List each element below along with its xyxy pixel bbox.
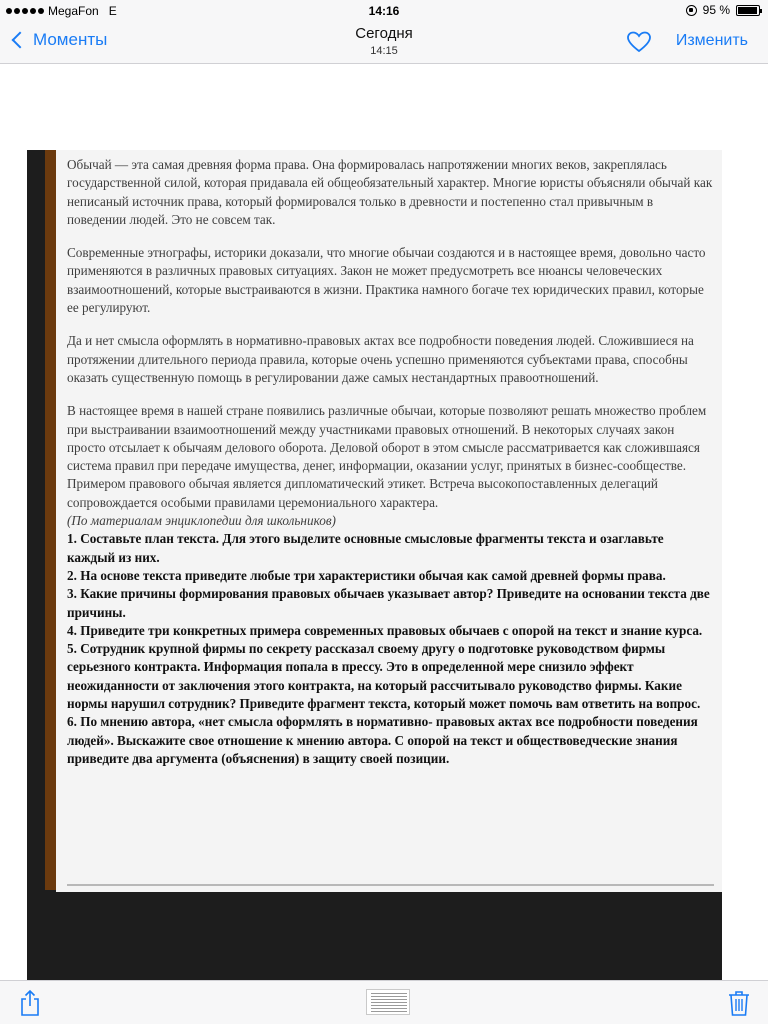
heart-icon: [626, 30, 652, 54]
document-paragraph: Да и нет смысла оформлять в нормативно-правовых актах все подробности поведения людей. Сложившиеся на протяжении длительного периода правила, которые очень успешно применяются субъектами права, способны оказать существенную помощь в регулировании даже самых нестандартных правоотношений.: [67, 333, 694, 385]
back-button-label: Моменты: [33, 30, 108, 49]
trash-icon: [728, 989, 750, 1017]
delete-button[interactable]: [728, 989, 750, 1017]
favorite-button[interactable]: [626, 30, 652, 54]
edit-button[interactable]: Изменить: [675, 32, 748, 49]
thumbnail-image: [371, 993, 407, 1013]
orientation-lock-icon: [686, 5, 697, 16]
status-right: [686, 3, 760, 17]
document-page: [56, 150, 722, 892]
document-question: 2. На основе текста приведите любые три характеристики обычая как самой древней формы права.: [67, 567, 666, 583]
carrier-name: MegaFon: [48, 4, 99, 18]
document-question: 3. Какие причины формирования правовых обычаев указывает автор? Приведите на основании текста две причины.: [67, 586, 710, 620]
navigation-bar: [0, 22, 768, 64]
document-paragraph: Современные этнографы, историки доказали, что многие обычаи создаются и в настоящее время, довольно часто применяются в различных правовых ситуациях. Закон не может предусмотреть все нюансы человеческих взаимоотношений, которые выстраиваются в жизни. Практика намного богаче тех юридических правил, которые ее регулируют.: [67, 245, 706, 316]
document-source: (По материалам энциклопедии для школьников): [67, 513, 336, 529]
document-paragraph: Обычай — эта самая древняя форма права. Она формировалась напротяжении многих веков, закреплялась государственной силой, которая придавала ей общеобязательный характер. Многие юристы объясняли обычай как неписаный источник права, который формировался только в древности и постепенно стал привычным в поведении людей. Это не совсем так.: [67, 157, 713, 227]
document-paragraph: В настоящее время в нашей стране появились различные обычаи, которые позволяют решать множество проблем при выстраивании взаимоотношений между участниками правовых отношений. В некоторых случаях закон просто отсылает к обычаям делового оборота. Деловой оборот в этом смысле рассматривается как сложившаяся система правил при передаче имущества, денег, информации, оказании услуг, принятых в бизнес-сообществе. Примером правового обычая является дипломатический этикет. Встреча высокопоставленных делегаций сопровождается особыми правилами церемониального характера.: [67, 403, 707, 510]
network-type: E: [108, 4, 117, 18]
document-question: 5. Сотрудник крупной фирмы по секрету рассказал своему другу о подготовке руководством фирмы серьезного контракта. Информация попала в прессу. Это в определенной мере снизило эффект неожиданности от заключения этого контракта, на который рассчитывало руководство фирмы. Какие нормы нарушил сотрудник? Приведите фрагмент текста, который может помочь вам ответить на вопрос.: [67, 641, 701, 712]
photo-thumbnail[interactable]: [366, 989, 410, 1015]
battery-percent: 95 %: [702, 3, 730, 17]
document-question: 1. Составьте план текста. Для этого выделите основные смысловые фрагменты текста и озаглавьте каждый из них.: [67, 531, 664, 565]
nav-title: Сегодня: [355, 25, 413, 42]
status-bar: [0, 0, 768, 22]
share-button[interactable]: [18, 989, 42, 1017]
battery-icon: [736, 5, 760, 16]
photo-viewer[interactable]: [27, 150, 722, 980]
document-question: 4. Приведите три конкретных примера современных правовых обычаев с опорой на текст и знание курса.: [67, 622, 703, 638]
nav-subtitle: 14:15: [370, 45, 398, 57]
page-divider: [67, 884, 714, 886]
photo-book-spine: [45, 150, 56, 890]
bottom-toolbar: [0, 980, 768, 1024]
share-icon: [18, 989, 42, 1017]
battery-fill: [738, 7, 757, 14]
document-question: 6. По мнению автора, «нет смысла оформлять в нормативно- правовых актах все подробности поведения людей». Выскажите свое отношение к мнению автора. С опорой на текст и обществоведческие знания приведите два аргумента (объяснения) в защиту своей позиции.: [67, 714, 698, 766]
status-time: 14:16: [368, 4, 400, 18]
